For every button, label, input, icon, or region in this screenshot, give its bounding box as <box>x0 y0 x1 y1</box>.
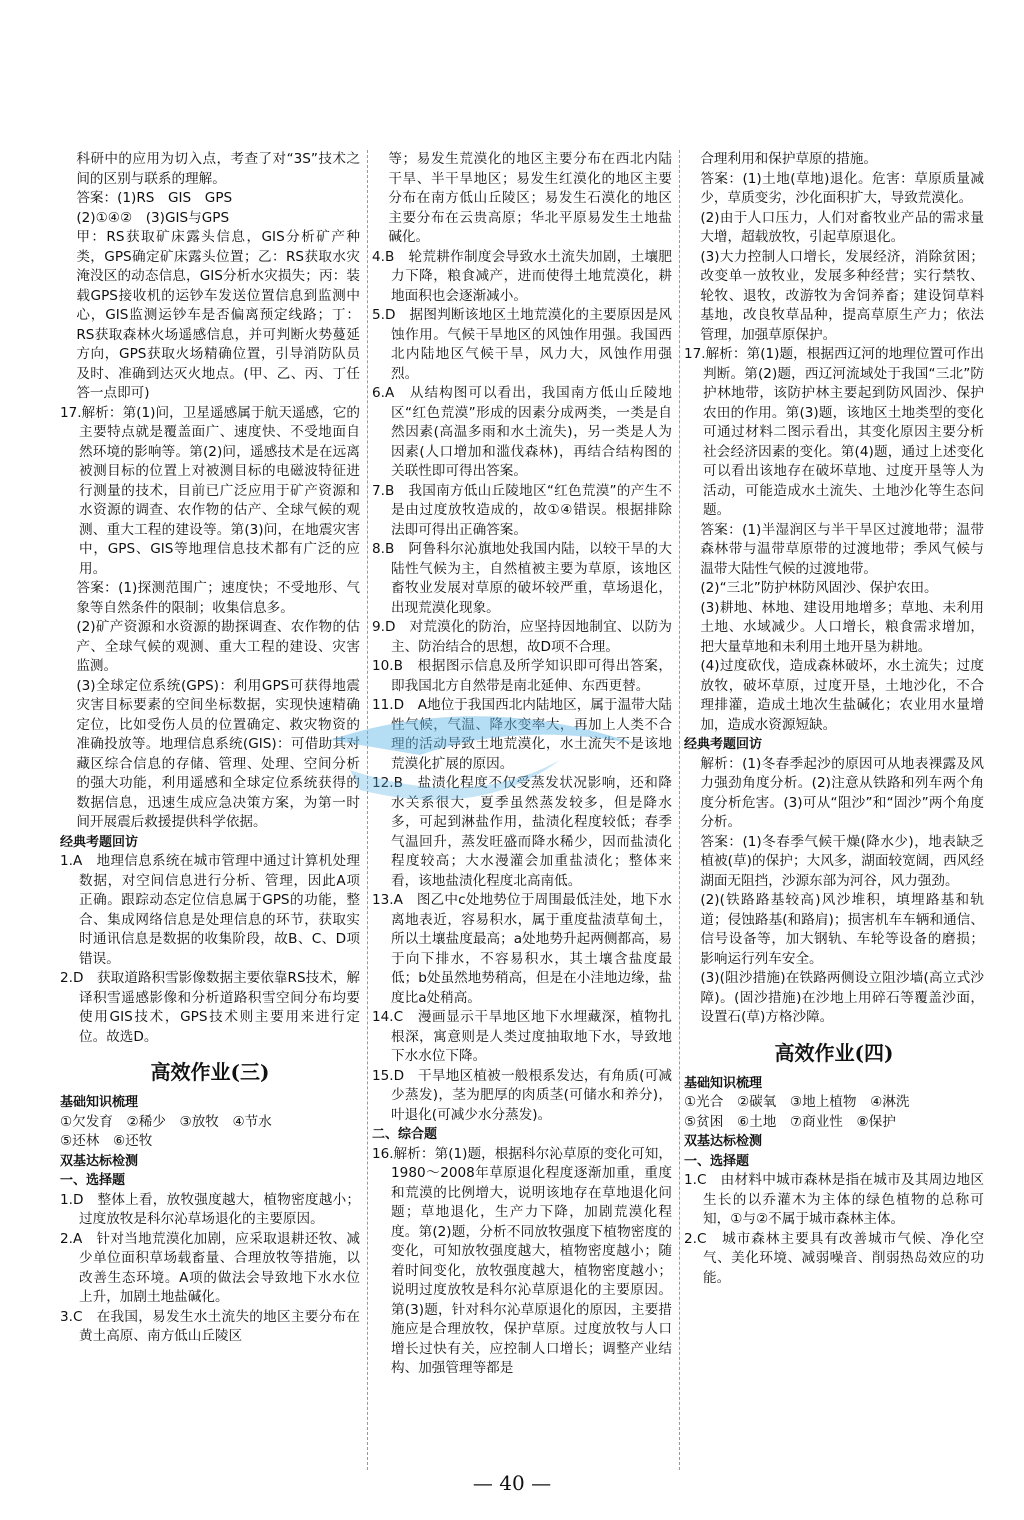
section-label: 经典考题回访 <box>60 834 139 850</box>
section-label: 一、选择题 <box>60 1173 126 1188</box>
section-label: 双基达标检测 <box>684 1134 763 1149</box>
answer-item: 11.D A地位于我国西北内陆地区，属于温带大陆性气候，气温、降水变率大，再加上人类不合理的活动导致土地荒漠化，水土流失不是该地荒漠化扩展的原因。 <box>372 697 672 772</box>
answer-item: 7.B 我国南方低山丘陵地区“红色荒漠”的产生不是由过度放牧造成的，故①④错误。根据排除法即可得出正确答案。 <box>372 482 672 538</box>
section-heading: 高效作业(四) <box>774 1040 894 1065</box>
answer-item: 9.D 对荒漠化的防治，应坚持因地制宜、以防为主、防治结合的思想，故D项不合理。 <box>372 619 672 655</box>
paragraph: 答案：(1)RS GIS GPS <box>76 190 233 206</box>
answer-item: 14.C 漫画显示干旱地区地下水埋藏深，植物扎根深，寓意则是人类过度抽取地下水，导致地下水水位下降。 <box>372 1009 672 1064</box>
answer-item: 5.D 据图判断该地区土地荒漠化的主要原因是风蚀作用。气候干旱地区的风蚀作用强。我国西北内陆地区气候干旱，风力大，风蚀作用强烈。 <box>372 307 672 382</box>
answer-item: 10.B 根据图示信息及所学知识即可得出答案，即我国北方自然带是南北延伸、东西更替。 <box>372 658 672 694</box>
column-left <box>60 150 360 1347</box>
column-right <box>684 150 984 1288</box>
paragraph: 甲：RS获取矿床露头信息，GIS分析矿产种类，GPS确定矿床露头位置；乙：RS获取水灾淹没区的动态信息，GIS分析水灾损失；丙：装载GPS接收机的运钞车发送位置信息到监测中心，GIS监测运钞车是否偏离预定线路；丁：RS获取森林火场遥感信息，并可判断火势蔓延方向，GPS获取火场精确位置，引导消防队员及时、准确到达灭火地点。(甲、乙、丙、丁任答一点即可) <box>76 229 360 401</box>
paragraph: (2)“三北”防护林防风固沙、保护农田。 <box>700 580 938 596</box>
answer-item: 2.D 获取道路积雪影像数据主要依靠RS技术，解译积雪遥感影像和分析道路积雪空间分布均要使用GIS技术，GPS技术则主要用来进行定位。故选D。 <box>60 970 360 1045</box>
section-label: 基础知识梳理 <box>60 1095 139 1110</box>
paragraph: (4)过度砍伐，造成森林破坏，水土流失；过度放牧，破坏草原，过度开垦，土地沙化，不合理排灌，造成土地次生盐碱化；农业用水量增加，造成水资源短缺。 <box>700 658 984 733</box>
answer-item: 1.C 由材料中城市森林是指在城市及其周边地区生长的以乔灌木为主体的绿色植物的总称可知，①与②不属于城市森林主体。 <box>684 1172 984 1227</box>
paragraph: ⑤贫困 ⑥土地 ⑦商业性 ⑧保护 <box>684 1113 896 1130</box>
answer-item: 15.D 干旱地区植被一般根系发达，有角质(可减少蒸发)，茎为肥厚的肉质茎(可储水和养分)，叶退化(可减少水分蒸发)。 <box>372 1067 672 1123</box>
paragraph: 解析：(1)冬春季起沙的原因可从地表裸露及风力强劲角度分析。(2)注意从铁路和列车两个角度分析危害。(3)可从“阻沙”和“固沙”两个角度分析。 <box>700 755 984 830</box>
paragraph: ①欠发育 ②稀少 ③放牧 ④节水 <box>60 1113 272 1130</box>
paragraph: 等；易发生荒漠化的地区主要分布在西北内陆干旱、半干旱地区；易发生红漠化的地区主要分布在南方低山丘陵区；易发生石漠化的地区主要分布在云贵高原；华北平原易发生土地盐碱化。 <box>388 151 672 245</box>
answer-item: 8.B 阿鲁科尔沁旗地处我国内陆，以较干旱的大陆性气候为主，自然植被主要为草原，该地区畜牧业发展对草原的破坏较严重，草场退化，出现荒漠化现象。 <box>372 541 672 616</box>
answer-item: 17.解析：第(1)问，卫星遥感属于航天遥感，它的主要特点就是覆盖面广、速度快、不受地面自然环境的影响等。第(2)问，遥感技术是在远离被测目标的位置上对被测目标的电磁波特征进行测量的技术，目前已广泛应用于矿产资源和水资源的调查、农作物的估产、全球气候的观测、重大工程的建设等。第(3)问，在地震灾害中，GPS、GIS等地理信息技术都有广泛的应用。 <box>60 404 360 577</box>
paragraph: ①光合 ②碳氧 ③地上植物 ④淋洗 <box>684 1094 910 1110</box>
paragraph: (3)全球定位系统(GPS)：利用GPS可获得地震灾害目标要素的空间坐标数据，实现快速精确定位，比如受伤人员的位置确定、救灾物资的准确投放等。地理信息系统(GIS)：可借助其对藏区综合信息的存储、管理、处理、空间分析的强大功能，利用遥感和全球定位系统获得的数据信息，迅速生成应急决策方案，为第一时间开展震后救援提供科学依据。 <box>76 677 360 830</box>
answer-item: 16.解析：第(1)题，根据科尔沁草原的变化可知，1980～2008年草原退化程度逐渐加重，重度和荒漠的比例增大，说明该地存在草地退化问题；草地退化，生产力下降，加剧荒漠化程度。第(2)题，分析不同放牧强度下植物密度的变化，可知放牧强度越大，植物密度越小；随着时间变化，放牧强度越大，植物密度越小；说明过度放牧是科尔沁草原退化的主要原因。第(3)题，针对科尔沁草原退化的原因，主要措施应是合理放牧，保护草原。过度放牧与人口增长过快有关，应控制人口增长；调整产业结构、加强管理等都是 <box>372 1145 672 1376</box>
answer-item: 6.A 从结构图可以看出，我国南方低山丘陵地区“红色荒漠”形成的因素分成两类，一类是自然因素(高温多雨和水土流失)，另一类是人为因素(人口增加和滥伐森林)，再结合结构图的关联性即可得出答案。 <box>372 385 672 479</box>
section-heading: 高效作业(三) <box>150 1060 270 1084</box>
answer-item: 3.C 在我国，易发生水土流失的地区主要分布在黄土高原、南方低山丘陵区 <box>60 1308 360 1344</box>
paragraph: 答案：(1)冬春季气候干燥(降水少)，地表缺乏植被(草)的保护；大风多，湖面较宽阔，西风经湖面无阻挡，沙源东部为河谷，风力强劲。 <box>700 833 984 889</box>
column-middle <box>372 150 672 1379</box>
answer-item: 12.B 盐渍化程度不仅受蒸发状况影响，还和降水关系很大，夏季虽然蒸发较多，但是降水多，可起到淋盐作用，盐渍化程度较低；春季气温回升，蒸发旺盛而降水稀少，因而盐渍化程度较高；大水漫灌会加重盐渍化；整体来看，该地盐渍化程度北高南低。 <box>372 775 672 889</box>
section-label: 双基达标检测 <box>60 1153 139 1169</box>
answer-item: 2.C 城市森林主要具有改善城市气候、净化空气、美化环境、减弱噪音、削弱热岛效应的功能。 <box>684 1230 984 1286</box>
section-label: 二、综合题 <box>372 1127 438 1142</box>
column-divider <box>367 150 368 1470</box>
answer-item: 4.B 轮荒耕作制度会导致水土流失加剧，土壤肥力下降，粮食减产，进而使得土地荒漠化，耕地面积也会逐渐减小。 <box>372 248 672 304</box>
paragraph: 答案：(1)土地(草地)退化。危害：草原质量减少，草质变劣，沙化面积扩大，导致荒漠化。 <box>700 170 984 206</box>
answer-item: 1.D 整体上看，放牧强度越大，植物密度越小；过度放牧是科尔沁草场退化的主要原因。 <box>60 1191 360 1227</box>
paragraph: (3)耕地、林地、建设用地增多；草地、未利用土地、水域减少。人口增长，粮食需求增加，把大量草地和未利用土地开垦为耕地。 <box>700 599 984 655</box>
paragraph: (2)矿产资源和水资源的勘探调查、农作物的估产、全球气候的观测、重大工程的建设、灾害监测。 <box>76 619 360 674</box>
paragraph: (3)大力控制人口增长，发展经济，消除贫困；改变单一放牧业，发展多种经营；实行禁牧、轮牧、退牧，改游牧为舍饲养畜；建设饲草料基地，改良牧草品种，提高草原生产力；依法管理，加强草原保护。 <box>700 248 984 343</box>
paragraph: 科研中的应用为切入点，考查了对“3S”技术之间的区别与联系的理解。 <box>76 151 360 187</box>
paragraph: (2)①④② (3)GIS与GPS <box>76 209 230 226</box>
paragraph: 答案：(1)探测范围广；速度快；不受地形、气象等自然条件的限制；收集信息多。 <box>76 580 360 616</box>
paragraph: ⑤还林 ⑥还牧 <box>60 1133 153 1149</box>
column-divider <box>679 150 680 1470</box>
paragraph: (2)(铁路路基较高)风沙堆积，填埋路基和轨道；侵蚀路基(和路肩)；损害机车车辆和通信、信号设备等，加大钢轨、车轮等设备的磨损；影响运行列车安全。 <box>700 892 984 967</box>
paragraph: 答案：(1)半湿润区与半干旱区过渡地带；温带森林带与温带草原带的过渡地带；季风气候与温带大陆性气候的过渡地带。 <box>700 521 984 577</box>
section-label: 经典考题回访 <box>684 737 763 752</box>
section-label: 基础知识梳理 <box>684 1075 763 1091</box>
answer-item: 17.解析：第(1)题，根据西辽河的地理位置可作出判断。第(2)题，西辽河流域处于我国“三北”防护林地带，该防护林主要起到防风固沙、保护农田的作用。第(3)题，该地区土地类型的变化可通过材料二图示看出，其变化原因主要分析社会经济因素的变化。第(4)题，通过上述变化可以看出该地存在破坏草地、过度开垦等人为活动，可能造成水土流失、土地沙化等生态问题。 <box>684 346 984 518</box>
answer-item: 2.A 针对当地荒漠化加剧，应采取退耕还牧、减少单位面积草场载畜量、合理放牧等措施，以改善生态环境。A项的做法会导致地下水水位上升，加剧土地盐碱化。 <box>60 1230 360 1305</box>
page-number: — 40 — <box>472 1471 552 1495</box>
paragraph: (3)(阻沙措施)在铁路两侧设立阻沙墙(高立式沙障)。(固沙措施)在沙地上用碎石等覆盖沙面，设置石(草)方格沙障。 <box>700 970 984 1025</box>
section-label: 一、选择题 <box>684 1153 750 1169</box>
paragraph: (2)由于人口压力，人们对畜牧业产品的需求量大增，超载放牧，引起草原退化。 <box>700 209 984 245</box>
answer-item: 1.A 地理信息系统在城市管理中通过计算机处理数据，对空间信息进行分析、管理，因此A项正确。跟踪动态定位信息属于GPS的功能，整合、集成网络信息是处理信息的环节，获取实时通讯信息是数据的收集阶段，故B、C、D项错误。 <box>60 853 360 967</box>
paragraph: 合理利用和保护草原的措施。 <box>700 151 878 167</box>
answer-item: 13.A 图乙中c处地势位于周围最低洼处，地下水离地表近，容易积水，属于重度盐渍草甸土，所以土壤盐度最高；a处地势升起两侧都高，易于向下排水，不容易积水，其土壤含盐度最低；b处虽然地势稍高，但是在小洼地边缘，盐度比a处稍高。 <box>372 892 672 1006</box>
